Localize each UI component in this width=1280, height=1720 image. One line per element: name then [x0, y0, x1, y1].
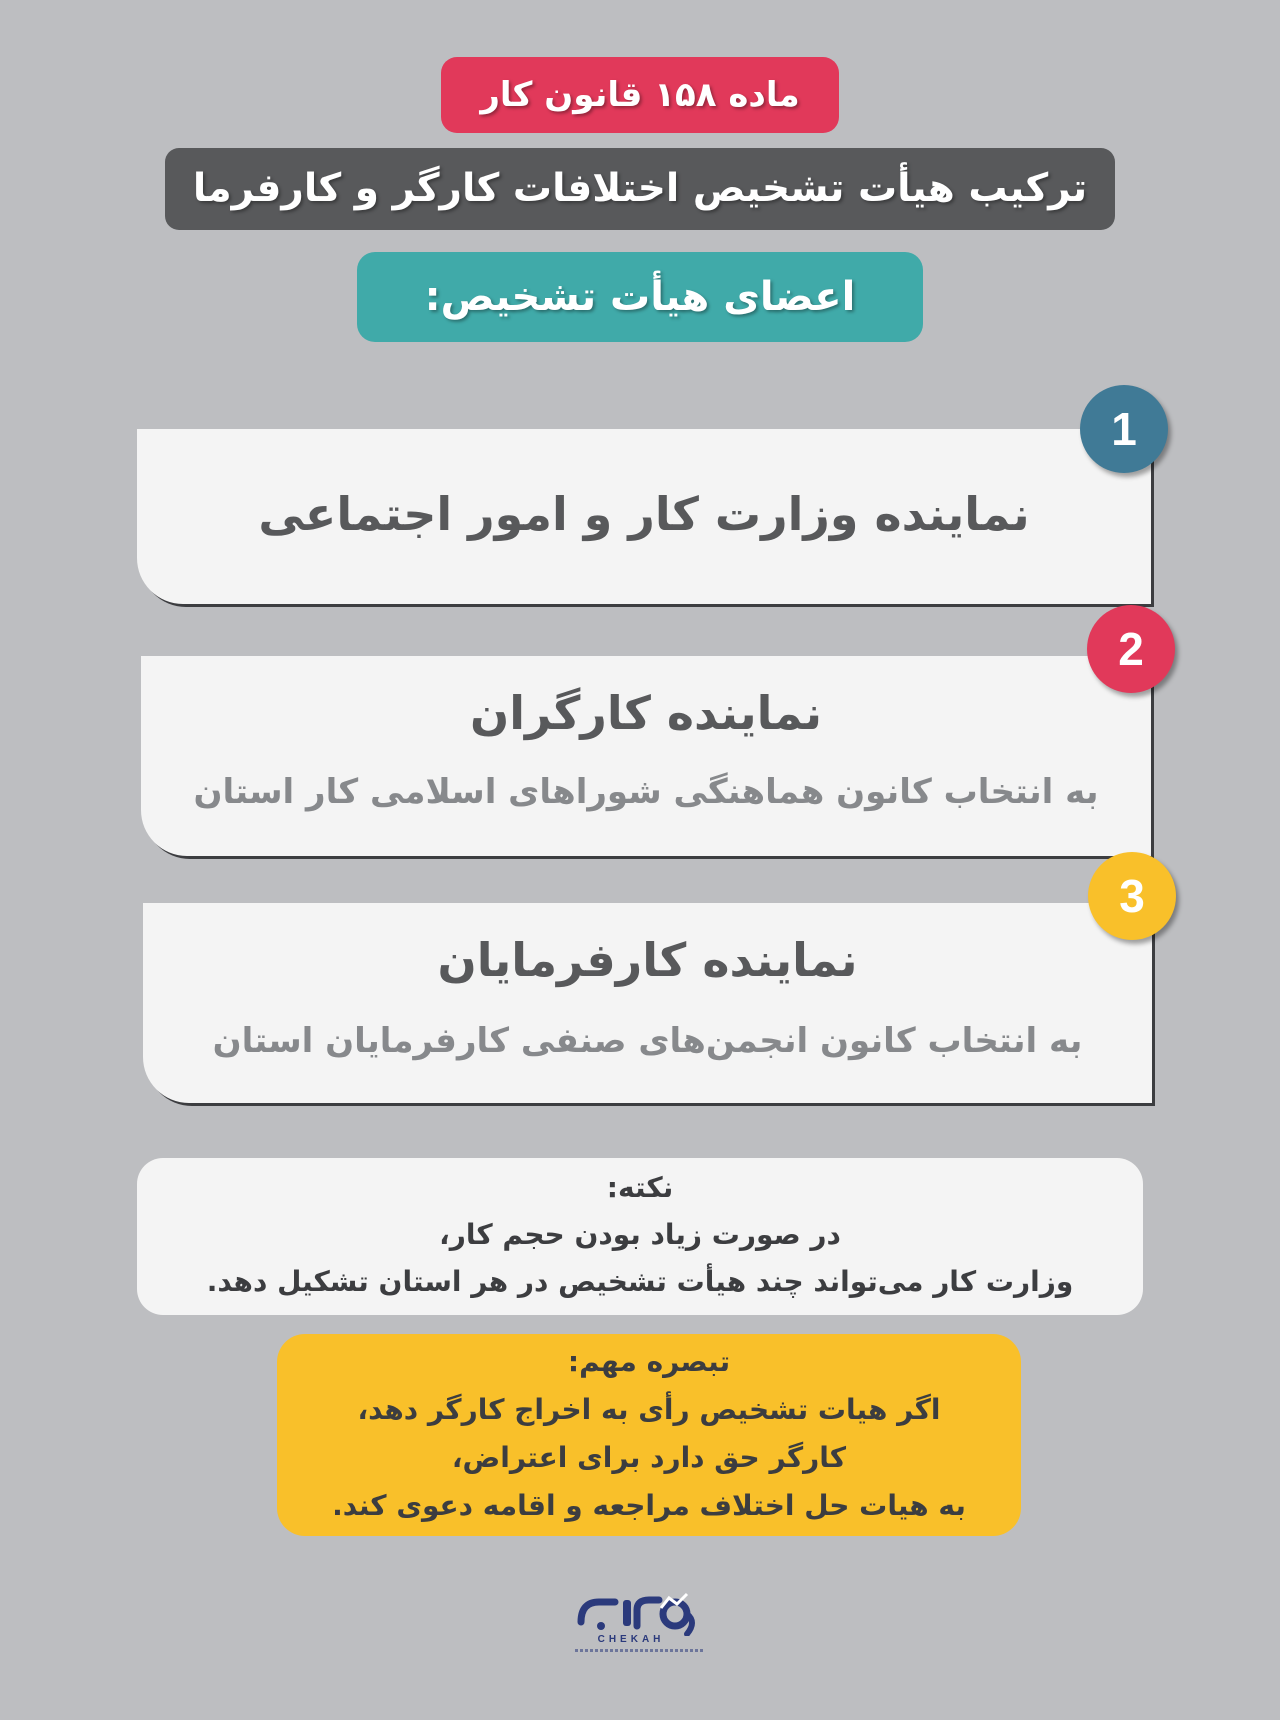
number-badge: 1: [1080, 385, 1168, 473]
logo-wordmark: CHEKAH: [597, 1634, 665, 1645]
important-notice-box: [277, 1334, 1021, 1536]
note-box: [137, 1158, 1143, 1315]
member-card-ministry: [137, 429, 1151, 604]
member-subtitle: به انتخاب کانون هماهنگی شوراهای اسلامی کار استان: [193, 772, 1099, 812]
member-title: نماینده کارگران: [469, 686, 823, 740]
note-heading: نکته:: [606, 1171, 674, 1204]
notice-line: کارگر حق دارد برای اعتراض،: [451, 1441, 847, 1474]
member-subtitle: به انتخاب کانون انجمن‌های صنفی کارفرمایان استان: [212, 1021, 1083, 1061]
note-line: در صورت زیاد بودن حجم کار،: [439, 1218, 841, 1251]
page-title: ماده ۱۵۸ قانون کار: [441, 57, 839, 133]
number-badge: 3: [1088, 852, 1176, 940]
member-title: نماینده وزارت کار و امور اجتماعی: [258, 487, 1030, 541]
notice-heading: تبصره مهم:: [567, 1345, 731, 1378]
page-subtitle: ترکیب هیأت تشخیص اختلافات کارگر و کارفرما: [165, 148, 1115, 230]
member-title: نماینده کارفرمایان: [437, 933, 858, 987]
member-card-employers: [143, 903, 1152, 1103]
notice-line: به هیات حل اختلاف مراجعه و اقامه دعوی کند.: [332, 1489, 966, 1522]
notice-line: اگر هیات تشخیص رأی به اخراج کارگر دهد،: [357, 1393, 941, 1426]
members-heading: اعضای هیأت تشخیص:: [357, 252, 923, 342]
number-badge: 2: [1087, 605, 1175, 693]
chekah-logo-mark: [575, 1592, 705, 1636]
logo-tagline-decoration: [575, 1649, 705, 1652]
note-line: وزارت کار می‌تواند چند هیأت تشخیص در هر استان تشکیل دهد.: [206, 1265, 1074, 1298]
member-card-workers: [141, 656, 1151, 856]
chekah-logo: [575, 1592, 705, 1658]
